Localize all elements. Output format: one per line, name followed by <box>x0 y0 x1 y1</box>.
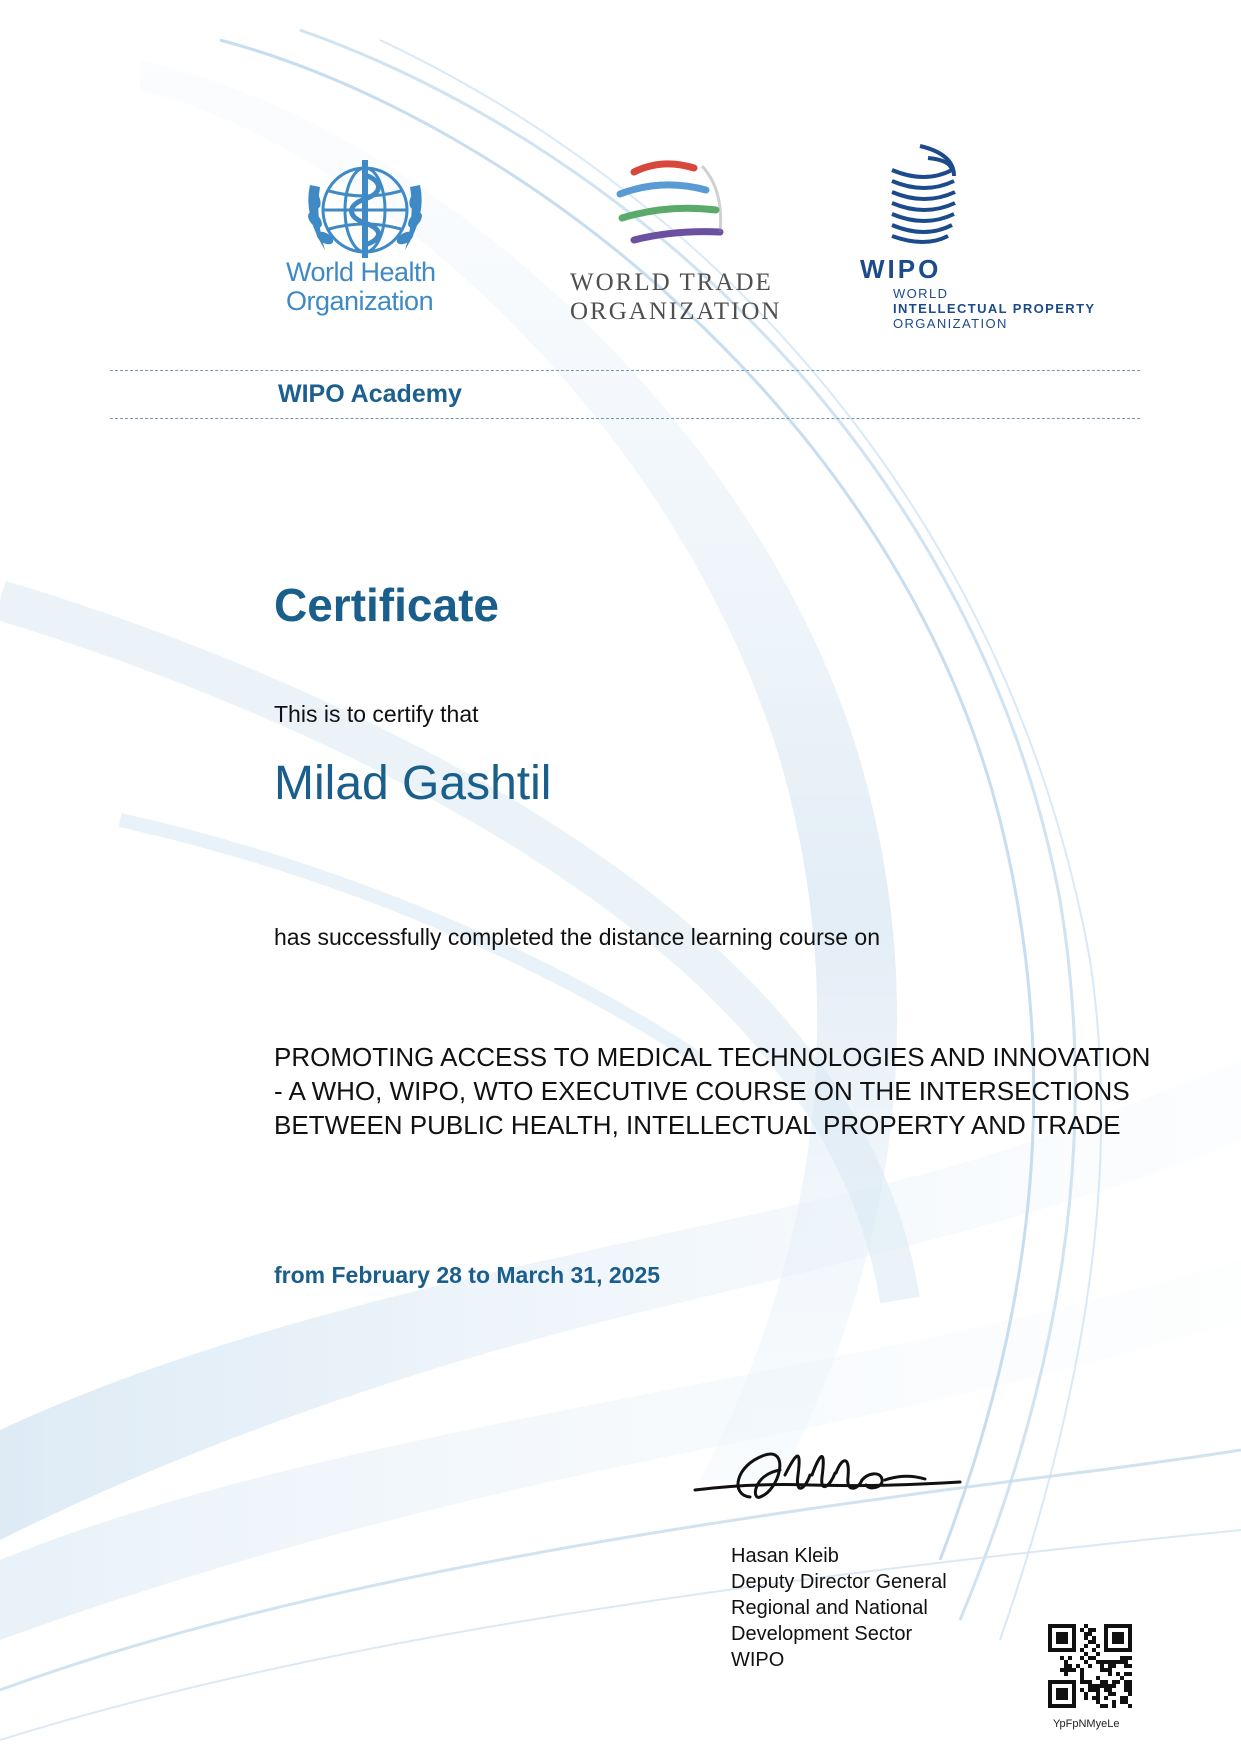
qr-module <box>1060 1668 1064 1672</box>
qr-module <box>1096 1696 1100 1700</box>
wto-name-line1: WORLD TRADE <box>570 269 773 296</box>
qr-module <box>1124 1672 1128 1676</box>
wipo-name-line3: ORGANIZATION <box>893 316 1008 331</box>
qr-module <box>1112 1636 1116 1640</box>
qr-module <box>1052 1704 1056 1708</box>
qr-module <box>1096 1684 1100 1688</box>
qr-module <box>1064 1636 1068 1640</box>
qr-module <box>1128 1656 1132 1660</box>
qr-module <box>1100 1684 1104 1688</box>
qr-module <box>1112 1624 1116 1628</box>
qr-module <box>1076 1664 1080 1668</box>
qr-module <box>1120 1636 1124 1640</box>
qr-module <box>1128 1664 1132 1668</box>
qr-module <box>1080 1680 1084 1684</box>
qr-module <box>1088 1628 1092 1632</box>
qr-module <box>1064 1624 1068 1628</box>
wipo-name-line2: INTELLECTUAL PROPERTY <box>893 301 1096 316</box>
qr-module <box>1124 1696 1128 1700</box>
qr-module <box>1072 1636 1076 1640</box>
qr-module <box>1096 1688 1100 1692</box>
qr-module <box>1124 1648 1128 1652</box>
signatory-org: WIPO <box>731 1649 785 1671</box>
qr-module <box>1072 1692 1076 1696</box>
academy-heading: WIPO Academy <box>278 380 462 408</box>
qr-module <box>1080 1656 1084 1660</box>
qr-module <box>1120 1676 1124 1680</box>
wipo-emblem-icon <box>890 140 960 248</box>
qr-module <box>1056 1636 1060 1640</box>
certify-intro-text: This is to certify that <box>274 701 479 727</box>
qr-module <box>1108 1648 1112 1652</box>
qr-module <box>1084 1680 1088 1684</box>
qr-module <box>1072 1632 1076 1636</box>
wto-emblem-icon <box>612 160 732 252</box>
qr-module <box>1084 1692 1088 1696</box>
qr-module <box>1128 1644 1132 1648</box>
qr-module <box>1112 1648 1116 1652</box>
qr-module <box>1108 1692 1112 1696</box>
qr-module <box>1072 1684 1076 1688</box>
qr-module <box>1080 1676 1084 1680</box>
qr-module <box>1104 1696 1108 1700</box>
bottom-dashed-divider <box>110 418 1140 419</box>
qr-module <box>1104 1684 1108 1688</box>
qr-module <box>1128 1692 1132 1696</box>
qr-module <box>1056 1632 1060 1636</box>
qr-module <box>1052 1680 1056 1684</box>
qr-module <box>1112 1640 1116 1644</box>
qr-module <box>1064 1704 1068 1708</box>
qr-module <box>1128 1632 1132 1636</box>
qr-module <box>1108 1688 1112 1692</box>
qr-module <box>1084 1644 1088 1648</box>
qr-module <box>1128 1688 1132 1692</box>
course-dates: from February 28 to March 31, 2025 <box>274 1262 661 1288</box>
qr-module <box>1064 1640 1068 1644</box>
qr-module <box>1072 1640 1076 1644</box>
qr-module <box>1124 1684 1128 1688</box>
qr-module <box>1128 1636 1132 1640</box>
qr-module <box>1092 1688 1096 1692</box>
qr-module <box>1128 1640 1132 1644</box>
qr-module <box>1048 1688 1052 1692</box>
qr-module <box>1104 1628 1108 1632</box>
qr-module <box>1100 1704 1104 1708</box>
qr-module <box>1072 1644 1076 1648</box>
qr-module <box>1072 1624 1076 1628</box>
qr-module <box>1112 1704 1116 1708</box>
qr-module <box>1056 1696 1060 1700</box>
qr-module <box>1072 1700 1076 1704</box>
qr-module <box>1124 1688 1128 1692</box>
qr-module <box>1048 1644 1052 1648</box>
qr-module <box>1092 1628 1096 1632</box>
qr-module <box>1116 1640 1120 1644</box>
qr-module <box>1088 1680 1092 1684</box>
wto-logo-text <box>570 268 781 326</box>
qr-module <box>1048 1640 1052 1644</box>
qr-module <box>1060 1640 1064 1644</box>
qr-module <box>1120 1632 1124 1636</box>
who-logo-text <box>286 258 436 316</box>
qr-module <box>1124 1656 1128 1660</box>
qr-module <box>1104 1648 1108 1652</box>
qr-module <box>1124 1680 1128 1684</box>
qr-module <box>1048 1632 1052 1636</box>
qr-module <box>1068 1704 1072 1708</box>
qr-module <box>1104 1624 1108 1628</box>
qr-module <box>1112 1632 1116 1636</box>
qr-module <box>1056 1688 1060 1692</box>
wto-name-line2: ORGANIZATION <box>570 298 782 325</box>
qr-module <box>1064 1660 1068 1664</box>
qr-module <box>1112 1684 1116 1688</box>
qr-module <box>1068 1668 1072 1672</box>
qr-module <box>1048 1696 1052 1700</box>
qr-module <box>1116 1680 1120 1684</box>
qr-module <box>1064 1696 1068 1700</box>
qr-module <box>1080 1672 1084 1676</box>
qr-module <box>1128 1624 1132 1628</box>
qr-module <box>1100 1680 1104 1684</box>
qr-module <box>1128 1684 1132 1688</box>
qr-module <box>1056 1648 1060 1652</box>
qr-module <box>1096 1652 1100 1656</box>
qr-module <box>1048 1684 1052 1688</box>
qr-module <box>1104 1688 1108 1692</box>
qr-module <box>1048 1692 1052 1696</box>
qr-module <box>1100 1664 1104 1668</box>
qr-module <box>1124 1624 1128 1628</box>
qr-module <box>1092 1640 1096 1644</box>
qr-module <box>1048 1636 1052 1640</box>
qr-code-icon <box>1048 1624 1132 1708</box>
qr-module <box>1060 1656 1064 1660</box>
qr-module <box>1060 1696 1064 1700</box>
qr-module <box>1060 1632 1064 1636</box>
qr-module <box>1060 1636 1064 1640</box>
qr-module <box>1064 1688 1068 1692</box>
qr-module <box>1084 1696 1088 1700</box>
qr-module <box>1064 1668 1068 1672</box>
qr-module <box>1064 1692 1068 1696</box>
qr-module <box>1124 1700 1128 1704</box>
qr-module <box>1064 1632 1068 1636</box>
qr-module <box>1128 1680 1132 1684</box>
qr-module <box>1080 1668 1084 1672</box>
qr-module <box>1104 1644 1108 1648</box>
qr-module <box>1116 1672 1120 1676</box>
qr-module <box>1048 1648 1052 1652</box>
qr-module <box>1128 1628 1132 1632</box>
qr-module <box>1128 1672 1132 1676</box>
qr-module <box>1116 1632 1120 1636</box>
wipo-wordmark: WIPO <box>860 254 942 284</box>
qr-module <box>1072 1696 1076 1700</box>
qr-module <box>1056 1692 1060 1696</box>
qr-module <box>1064 1664 1068 1668</box>
qr-module <box>1108 1664 1112 1668</box>
qr-module <box>1092 1648 1096 1652</box>
qr-module <box>1060 1692 1064 1696</box>
qr-module <box>1072 1648 1076 1652</box>
signatory-name: Hasan Kleib <box>731 1545 839 1567</box>
qr-module <box>1108 1668 1112 1672</box>
qr-module <box>1116 1624 1120 1628</box>
who-name-line2: Organization <box>286 286 434 316</box>
signatory-title-line3: Development Sector <box>731 1623 913 1645</box>
qr-module <box>1072 1668 1076 1672</box>
qr-module <box>1068 1624 1072 1628</box>
qr-module <box>1120 1660 1124 1664</box>
qr-module <box>1128 1648 1132 1652</box>
qr-module <box>1104 1636 1108 1640</box>
recipient-name: Milad Gashtil <box>274 757 552 810</box>
qr-module <box>1072 1704 1076 1708</box>
qr-module <box>1056 1680 1060 1684</box>
signatory-block <box>731 1543 947 1673</box>
qr-module <box>1048 1624 1052 1628</box>
qr-module <box>1080 1628 1084 1632</box>
top-dashed-divider <box>110 370 1140 371</box>
qr-module <box>1112 1700 1116 1704</box>
qr-module <box>1092 1656 1096 1660</box>
qr-module <box>1092 1696 1096 1700</box>
qr-module <box>1120 1696 1124 1700</box>
qr-module <box>1048 1680 1052 1684</box>
qr-module <box>1120 1648 1124 1652</box>
qr-module <box>1104 1680 1108 1684</box>
qr-module <box>1112 1664 1116 1668</box>
qr-module <box>1048 1704 1052 1708</box>
qr-module <box>1052 1624 1056 1628</box>
wipo-logo-text <box>893 286 1096 331</box>
qr-module <box>1092 1636 1096 1640</box>
qr-module <box>1088 1684 1092 1688</box>
qr-module <box>1084 1636 1088 1640</box>
qr-module <box>1112 1660 1116 1664</box>
qr-module <box>1116 1660 1120 1664</box>
wipo-name-line1: WORLD <box>893 286 949 301</box>
qr-module <box>1052 1648 1056 1652</box>
qr-module <box>1056 1640 1060 1644</box>
qr-module <box>1116 1648 1120 1652</box>
qr-module <box>1060 1648 1064 1652</box>
qr-module <box>1048 1700 1052 1704</box>
qr-module <box>1064 1680 1068 1684</box>
verification-code: YpFpNMyeLe <box>1053 1718 1120 1730</box>
qr-module <box>1048 1628 1052 1632</box>
qr-module <box>1104 1668 1108 1672</box>
qr-module <box>1084 1632 1088 1636</box>
qr-module <box>1064 1648 1068 1652</box>
qr-module <box>1096 1692 1100 1696</box>
qr-module <box>1084 1624 1088 1628</box>
qr-module <box>1116 1636 1120 1640</box>
qr-module <box>1124 1660 1128 1664</box>
qr-module <box>1072 1688 1076 1692</box>
who-name-line1: World Health <box>286 257 436 287</box>
qr-module <box>1088 1664 1092 1668</box>
qr-module <box>1108 1672 1112 1676</box>
qr-module <box>1104 1632 1108 1636</box>
course-title: PROMOTING ACCESS TO MEDICAL TECHNOLOGIES AND INNOVATION - A WHO, WIPO, WTO EXECUTIVE COURSE ON THE INTERSECTIONS BETWEEN PUBLIC HEALTH, INTELLECTUAL PROPERTY AND TRADE <box>274 1042 1151 1140</box>
qr-module <box>1068 1664 1072 1668</box>
qr-module <box>1120 1656 1124 1660</box>
qr-module <box>1108 1684 1112 1688</box>
qr-module <box>1088 1688 1092 1692</box>
qr-module <box>1108 1624 1112 1628</box>
qr-module <box>1104 1640 1108 1644</box>
qr-module <box>1096 1644 1100 1648</box>
qr-module <box>1068 1656 1072 1660</box>
qr-module <box>1112 1692 1116 1696</box>
qr-module <box>1096 1660 1100 1664</box>
qr-module <box>1124 1664 1128 1668</box>
qr-module <box>1068 1680 1072 1684</box>
qr-module <box>1060 1688 1064 1692</box>
qr-module <box>1100 1660 1104 1664</box>
qr-module <box>1096 1676 1100 1680</box>
qr-module <box>1084 1652 1088 1656</box>
qr-module <box>1108 1660 1112 1664</box>
signatory-title-line1: Deputy Director General <box>731 1571 947 1593</box>
qr-module <box>1056 1704 1060 1708</box>
qr-module <box>1072 1628 1076 1632</box>
completion-text: has successfully completed the distance learning course on <box>274 924 881 950</box>
qr-module <box>1088 1632 1092 1636</box>
signature-image <box>690 1435 970 1515</box>
qr-module <box>1072 1680 1076 1684</box>
qr-module <box>1112 1680 1116 1684</box>
certificate-title: Certificate <box>274 579 499 631</box>
qr-module <box>1128 1704 1132 1708</box>
signatory-title-line2: Regional and National <box>731 1597 928 1619</box>
qr-module <box>1100 1668 1104 1672</box>
qr-module <box>1104 1660 1108 1664</box>
qr-module <box>1068 1648 1072 1652</box>
qr-module <box>1092 1684 1096 1688</box>
qr-module <box>1060 1704 1064 1708</box>
qr-module <box>1080 1648 1084 1652</box>
qr-module <box>1056 1624 1060 1628</box>
qr-module <box>1096 1700 1100 1704</box>
qr-module <box>1120 1624 1124 1628</box>
qr-module <box>1120 1700 1124 1704</box>
qr-module <box>1060 1624 1064 1628</box>
qr-module <box>1060 1680 1064 1684</box>
qr-module <box>1120 1640 1124 1644</box>
qr-module <box>1088 1640 1092 1644</box>
qr-module <box>1088 1656 1092 1660</box>
qr-module <box>1084 1660 1088 1664</box>
qr-module <box>1080 1688 1084 1692</box>
qr-module <box>1064 1672 1068 1676</box>
qr-module <box>1104 1704 1108 1708</box>
